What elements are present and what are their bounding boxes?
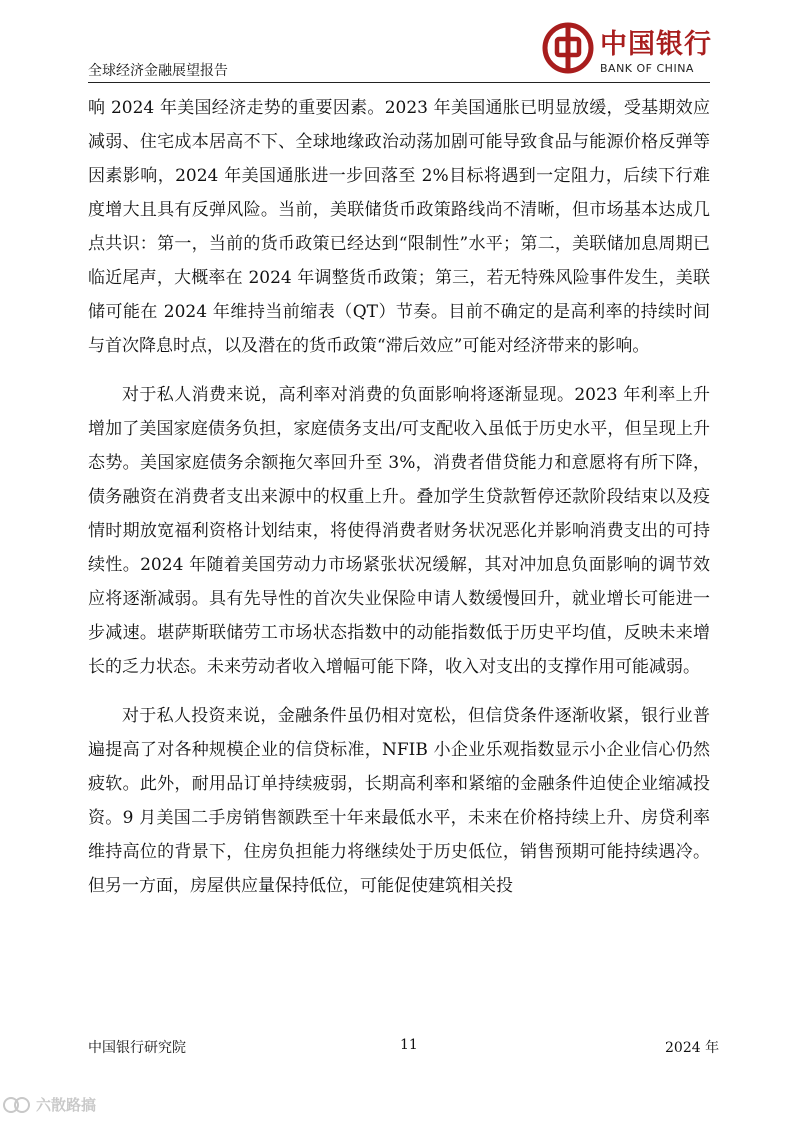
footer-year: 2024 年 [665,1040,720,1056]
logo-english-name: BANK OF CHINA [600,62,694,75]
report-body [88,91,710,903]
bank-of-china-emblem-icon [542,22,594,74]
watermark-text: 六散路搞 [36,1096,97,1114]
report-title: 全球经济金融展望报告 [88,63,228,79]
logo-chinese-name: 中国银行 [600,29,712,60]
footer-institute: 中国银行研究院 [88,1040,186,1056]
page-number: 11 [400,1037,418,1053]
header-divider [88,82,710,83]
watermark [2,1094,96,1115]
watermark-logo-icon [2,1096,32,1114]
bank-logo [540,20,720,82]
paragraph-private-investment: 对于私人投资来说，金融条件虽仍相对宽松，但信贷条件逐渐收紧，银行业普遍提高了对各种规模企业的信贷标准，NFIB 小企业乐观指数显示小企业信心仍然疲软。此外，耐用品订单持续疲弱，长期高利率和紧缩的金融条件迫使企业缩减投资。9 月美国二手房销售额跌至十年来最低水平，未来在价格持续上升、房贷利率维持高位的背景下，住房负担能力将继续处于历史低位，销售预期可能持续遇冷。但另一方面，房屋供应量保持低位，可能促使建筑相关投 [88,706,710,896]
paragraph-inflation-policy: 响 2024 年美国经济走势的重要因素。2023 年美国通胀已明显放缓，受基期效应减弱、住宅成本居高不下、全球地缘政治动荡加剧可能导致食品与能源价格反弹等因素影响，2024 年美国通胀进一步回落至 2%目标将遇到一定阻力，后续下行难度增大且具有反弹风险。当前，美联储货币政策路线尚不清晰，但市场基本达成几点共识：第一，当前的货币政策已经达到“限制性”水平；第二，美联储加息周期已临近尾声，大概率在 2024 年调整货币政策；第三，若无特殊风险事件发生，美联储可能在 2024 年维持当前缩表（QT）节奏。目前不确定的是高利率的持续时间与首次降息时点，以及潜在的货币政策“滞后效应”可能对经济带来的影响。 [88,98,710,356]
paragraph-private-consumption: 对于私人消费来说，高利率对消费的负面影响将逐渐显现。2023 年利率上升增加了美国家庭债务负担，家庭债务支出/可支配收入虽低于历史水平，但呈现上升态势。美国家庭债务余额拖欠率回升至 3%，消费者借贷能力和意愿将有所下降，债务融资在消费者支出来源中的权重上升。叠加学生贷款暂停还款阶段结束以及疫情时期放宽福利资格计划结束，将使得消费者财务状况恶化并影响消费支出的可持续性。2024 年随着美国劳动力市场紧张状况缓解，其对冲加息负面影响的调节效应将逐渐减弱。具有先导性的首次失业保险申请人数缓慢回升，就业增长可能进一步减速。堪萨斯联储劳工市场状态指数中的动能指数低于历史平均值，反映未来增长的乏力状态。未来劳动者收入增幅可能下降，收入对支出的支撑作用可能减弱。 [88,385,710,677]
